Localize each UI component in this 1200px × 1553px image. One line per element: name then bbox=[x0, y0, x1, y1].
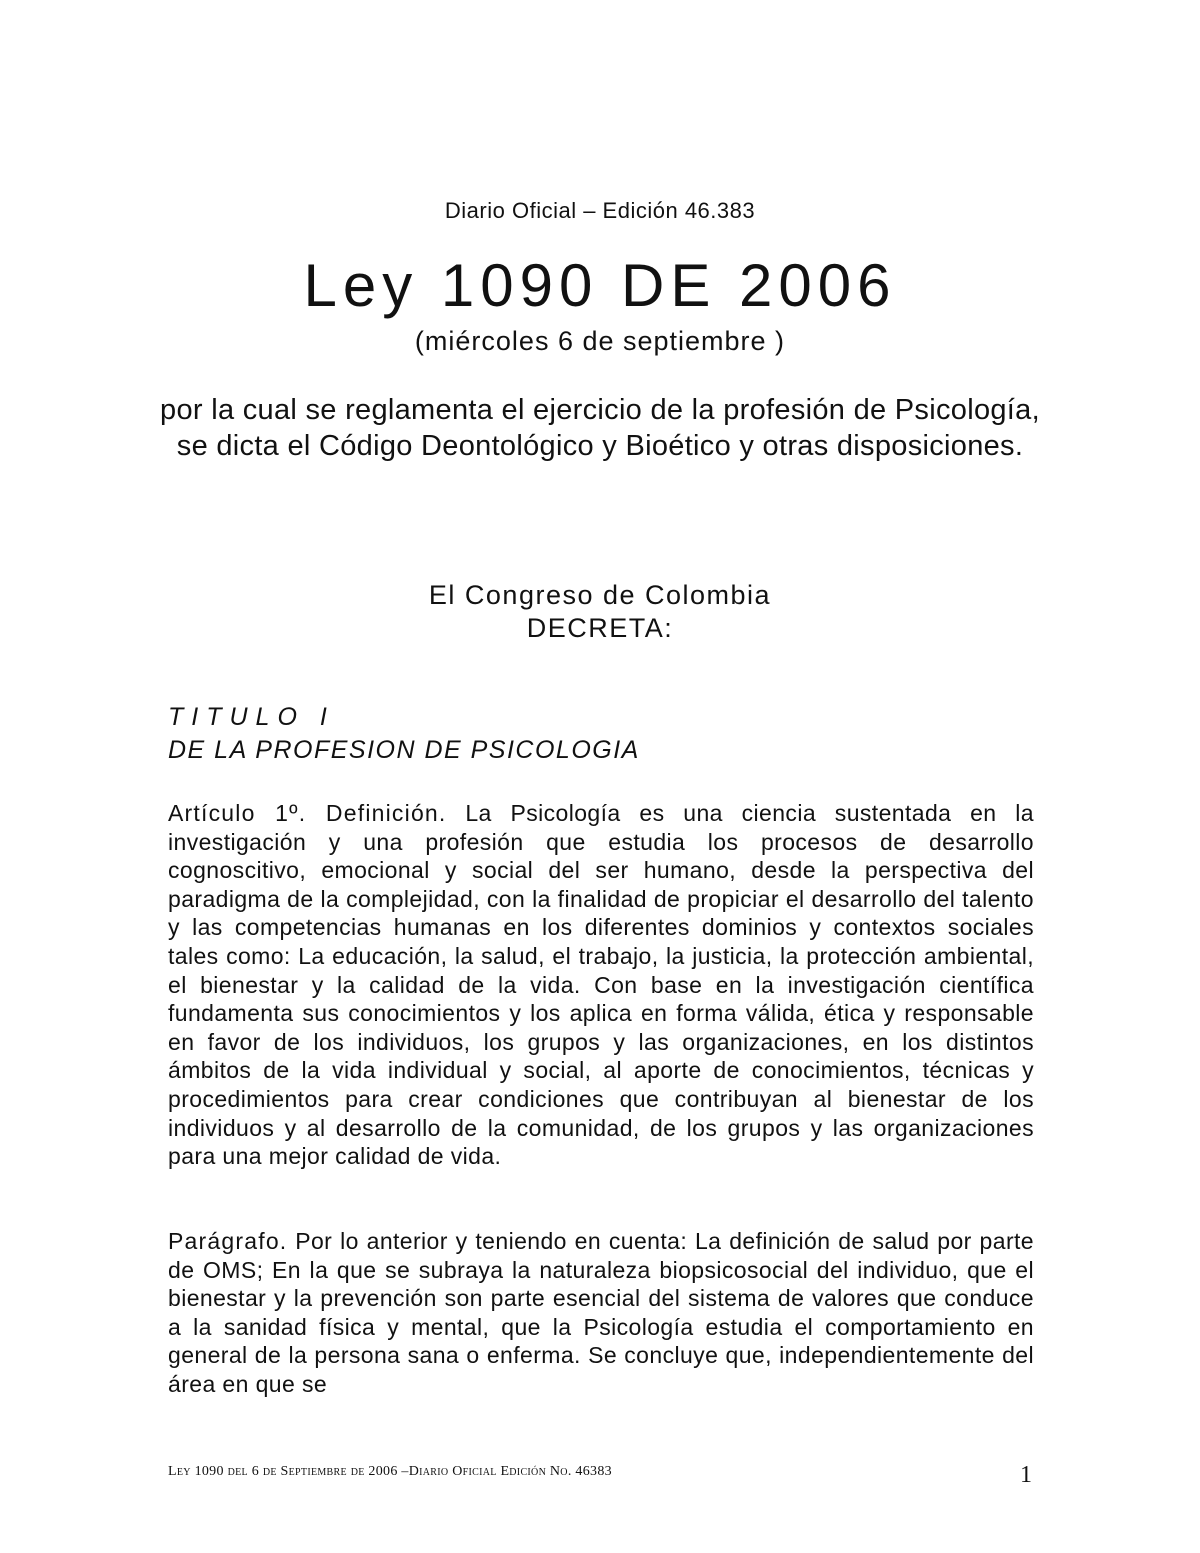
footer-running-text: Ley 1090 del 6 de Septiembre de 2006 –Diario Oficial Edición No. 46383 bbox=[168, 1464, 612, 1479]
paragrafo-text: Por lo anterior y teniendo en cuenta: La definición de salud por parte de OMS; En la que se subraya la naturaleza biopsicosocial del individuo, que el bienestar y la prevención son parte esencial del sistema de valores que conduce a la sanidad física y mental, que la Psicología estudia el comportamiento en general de la persona sana o enferma. Se concluye que, independientemente del área en que se bbox=[168, 1228, 1034, 1397]
decreta-line: DECRETA: bbox=[526, 613, 674, 643]
article-1-lead: Artículo 1º. Definición. bbox=[168, 800, 447, 826]
congress-line: El Congreso de Colombia bbox=[428, 580, 772, 610]
title-subheading: DE LA PROFESION DE PSICOLOGIA bbox=[168, 736, 640, 764]
paragrafo-lead: Parágrafo. bbox=[168, 1228, 288, 1254]
edition-line: Diario Oficial – Edición 46.383 bbox=[444, 198, 756, 223]
law-title: Ley 1090 DE 2006 bbox=[303, 252, 897, 319]
article-1-paragraph bbox=[168, 799, 1034, 1171]
law-subject: por la cual se reglamenta el ejercicio de la profesión de Psicología, se dicta el Código Deontológico y Bioético y otras disposiciones. bbox=[160, 394, 1040, 462]
law-date: (miércoles 6 de septiembre ) bbox=[414, 326, 786, 356]
paragrafo-paragraph bbox=[168, 1227, 1034, 1399]
article-1-text: La Psicología es una ciencia sustentada en la investigación y una profesión que estudia los procesos de desarrollo cognoscitivo, emocional y social del ser humano, desde la perspectiva del paradigma de la complejidad, con la finalidad de propiciar el desarrollo del talento y las competencias humanas en los diferentes dominios y contextos sociales tales como: La educación, la salud, el trabajo, la justicia, la protección ambiental, el bienestar y la calidad de la vida. Con base en la investigación científica fundamenta sus conocimientos y los aplica en forma válida, ética y responsable en favor de los individuos, los grupos y las organizaciones, en los distintos ámbitos de la vida individual y social, al aporte de conocimientos, técnicas y procedimientos para crear condiciones que contribuyan al bienestar de los individuos y al desarrollo de la comunidad, de los grupos y las organizaciones para una mejor calidad de vida. bbox=[168, 800, 1034, 1170]
page-number: 1 bbox=[1020, 1462, 1032, 1488]
title-heading: TITULO I bbox=[168, 703, 335, 731]
